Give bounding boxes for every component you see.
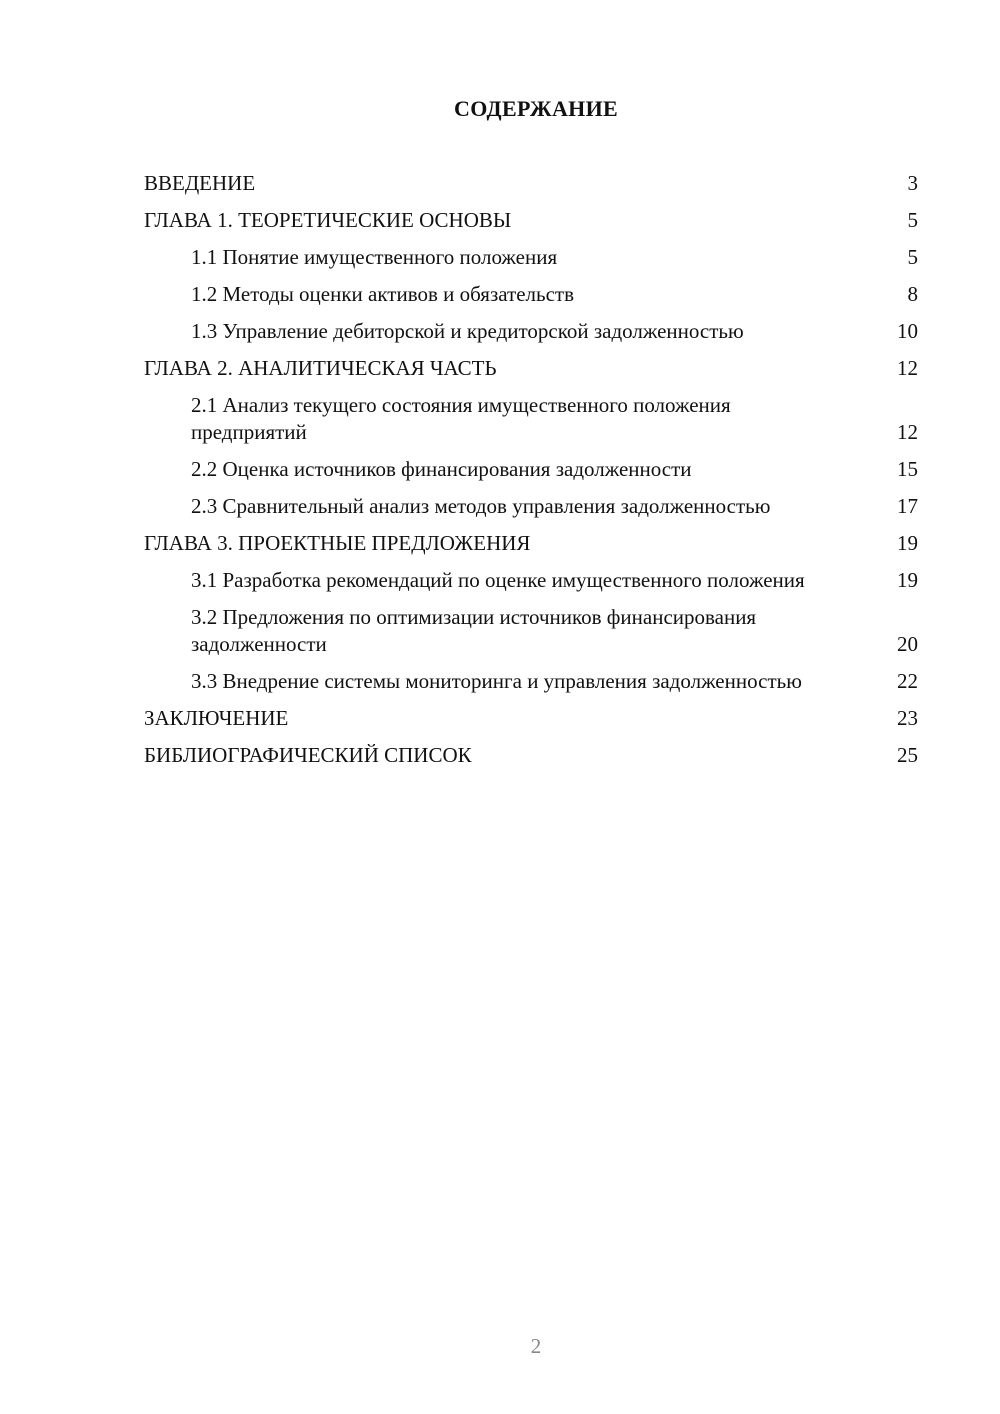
toc-entry-page: 12 (897, 420, 918, 444)
toc-entry-page: 12 (897, 356, 918, 380)
toc-entry-section-3-2 (144, 604, 918, 658)
toc-entry-page: 3 (907, 171, 918, 195)
toc-entry-chapter-3 (144, 530, 918, 557)
toc-entry-bibliography (144, 742, 918, 769)
toc-entry-text: 3.3 Внедрение системы мониторинга и управления задолженностью (191, 669, 802, 693)
toc-entry-conclusion (144, 705, 918, 732)
toc-entry-text: 1.2 Методы оценки активов и обязательств (191, 282, 574, 306)
toc-entry-section-1-2 (144, 281, 918, 308)
toc-entry-text: ГЛАВА 2. АНАЛИТИЧЕСКАЯ ЧАСТЬ (144, 356, 497, 380)
toc-entry-text: ЗАКЛЮЧЕНИЕ (144, 706, 289, 730)
toc-entry-page: 19 (897, 531, 918, 555)
toc-entry-text: 1.3 Управление дебиторской и кредиторской задолженностью (191, 319, 744, 343)
toc-entry-text: 3.1 Разработка рекомендаций по оценке имущественного положения (191, 568, 805, 592)
toc-entry-chapter-2 (144, 355, 918, 382)
toc-entry-text: 2.1 Анализ текущего состояния имущественного положения предприятий (191, 393, 731, 444)
table-of-contents (144, 170, 918, 779)
toc-entry-section-1-3 (144, 318, 918, 345)
toc-entry-chapter-1 (144, 207, 918, 234)
toc-entry-page: 20 (897, 632, 918, 656)
toc-entry-text: 2.2 Оценка источников финансирования задолженности (191, 457, 692, 481)
page-number: 2 (530, 1334, 542, 1358)
toc-entry-section-2-3 (144, 493, 918, 520)
toc-entry-page: 22 (897, 669, 918, 693)
toc-entry-text: ГЛАВА 1. ТЕОРЕТИЧЕСКИЕ ОСНОВЫ (144, 208, 512, 232)
toc-entry-section-1-1 (144, 244, 918, 271)
toc-entry-text: 3.2 Предложения по оптимизации источников финансирования задолженности (191, 605, 757, 656)
toc-entry-page: 15 (897, 457, 918, 481)
toc-entry-section-3-1 (144, 567, 918, 594)
toc-entry-page: 17 (897, 494, 918, 518)
toc-entry-text: ГЛАВА 3. ПРОЕКТНЫЕ ПРЕДЛОЖЕНИЯ (144, 531, 531, 555)
toc-entry-introduction (144, 170, 918, 197)
toc-entry-text: 2.3 Сравнительный анализ методов управления задолженностью (191, 494, 771, 518)
toc-entry-text: 1.1 Понятие имущественного положения (191, 245, 558, 269)
toc-entry-page: 19 (897, 568, 918, 592)
page-title: СОДЕРЖАНИЕ (454, 96, 618, 121)
toc-entry-page: 5 (907, 245, 918, 269)
toc-entry-page: 5 (907, 208, 918, 232)
toc-entry-section-3-3 (144, 668, 918, 695)
toc-entry-page: 10 (897, 319, 918, 343)
toc-entry-text: БИБЛИОГРАФИЧЕСКИЙ СПИСОК (144, 743, 472, 767)
toc-entry-section-2-1 (144, 392, 918, 446)
toc-entry-page: 23 (897, 706, 918, 730)
toc-entry-page: 25 (897, 743, 918, 767)
toc-entry-section-2-2 (144, 456, 918, 483)
toc-entry-text: ВВЕДЕНИЕ (144, 171, 256, 195)
toc-entry-page: 8 (907, 282, 918, 306)
